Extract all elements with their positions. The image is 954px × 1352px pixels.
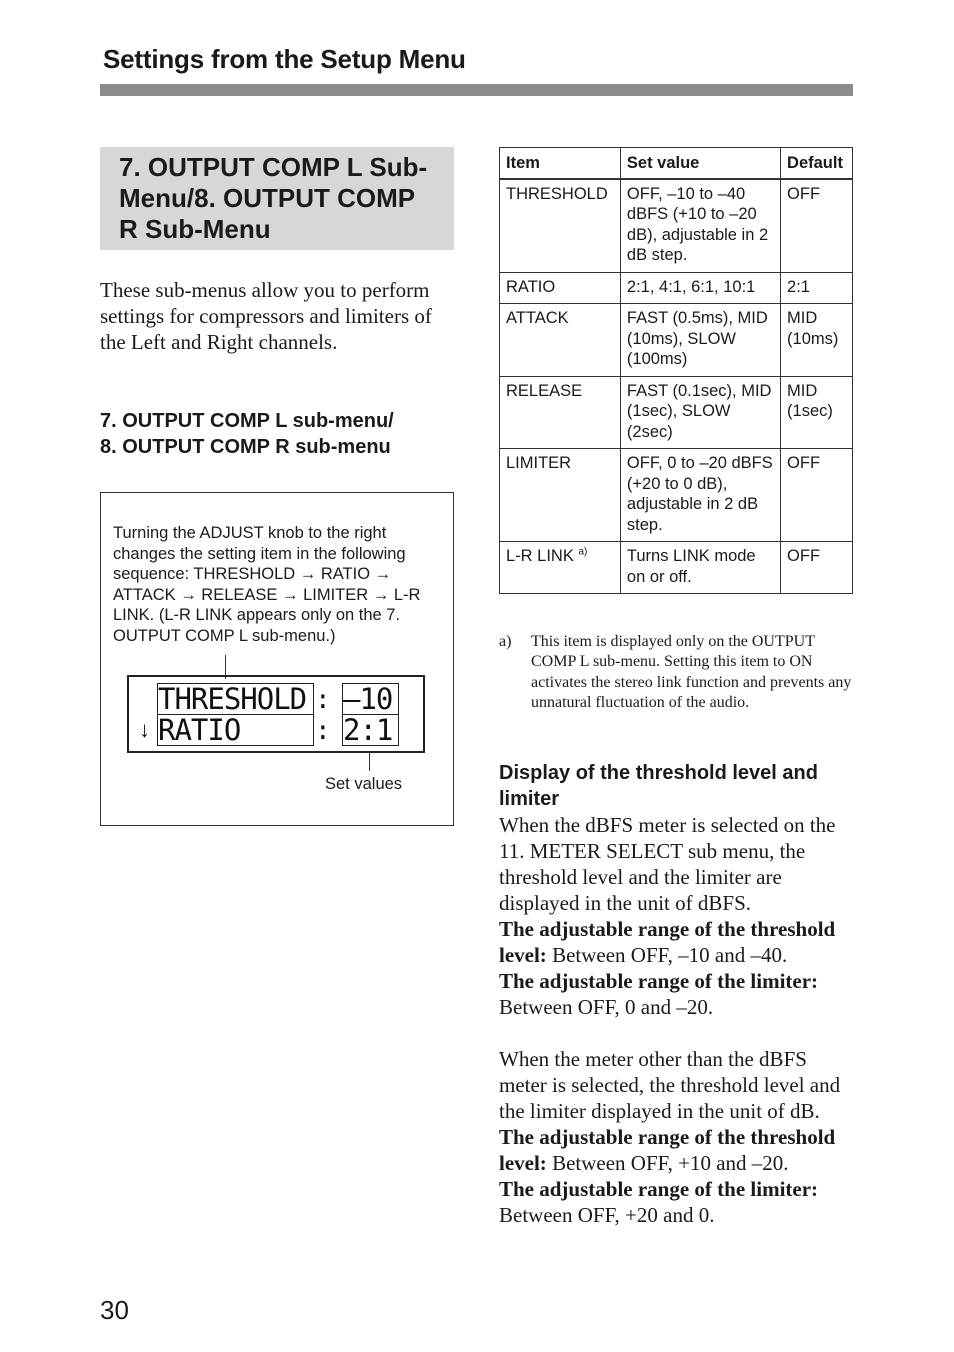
lcd-figure xyxy=(100,492,454,826)
cell-default: MID (10ms) xyxy=(781,304,853,377)
table-row xyxy=(500,272,853,304)
threshold-display-heading: Display of the threshold level and limiter xyxy=(499,762,818,810)
dbfs-limiter-value: Between OFF, 0 and –20. xyxy=(499,995,714,1019)
cell-set-value: FAST (0.1sec), MID (1sec), SLOW (2sec) xyxy=(620,376,780,449)
db-limiter-range xyxy=(499,1176,853,1228)
down-arrow-icon: ↓ xyxy=(139,717,150,742)
column-header-default: Default xyxy=(781,148,853,179)
table-footnote xyxy=(499,632,853,713)
cell-item: RATIO xyxy=(500,272,621,304)
dbfs-paragraph: When the dBFS meter is selected on the 11. METER SELECT sub menu, the threshold level and the limiter are displayed in the unit of dBFS. xyxy=(499,813,836,915)
db-limiter-value: Between OFF, +20 and 0. xyxy=(499,1203,715,1227)
footnote-marker: a) xyxy=(578,546,588,558)
cell-item xyxy=(500,542,621,594)
lcd-row2-colon: : xyxy=(315,716,331,746)
lcd-row1-value: –10 xyxy=(342,683,399,715)
figure-caption: Turning the ADJUST knob to the right changes the setting item in the following sequence: THRESHOLD → RATIO → ATTACK → RELEASE → LIMITER → L-R LINK. (L-R LINK appears only on the 7. OUTPUT COMP L sub-menu.) xyxy=(113,524,421,645)
cell-default: MID (1sec) xyxy=(781,376,853,449)
section-title: 7. OUTPUT COMP L Sub-Menu/8. OUTPUT COMP R Sub-Menu xyxy=(100,147,454,250)
page-number: 30 xyxy=(100,1295,129,1325)
table-header-row xyxy=(500,148,853,179)
cell-item: RELEASE xyxy=(500,376,621,449)
cell-set-value: OFF, 0 to –20 dBFS (+20 to 0 dB), adjustable in 2 dB step. xyxy=(620,449,780,542)
leader-line-value xyxy=(369,751,370,771)
threshold-display-section xyxy=(499,760,853,1228)
lcd-row1-item: THRESHOLD xyxy=(157,683,314,715)
dbfs-threshold-label: The adjustable range of the threshold level: xyxy=(499,917,836,967)
table-row xyxy=(500,376,853,449)
cell-item: LIMITER xyxy=(500,449,621,542)
settings-table xyxy=(499,147,853,594)
lcd-row1-colon: : xyxy=(315,685,331,715)
footnote-label: a) xyxy=(499,633,512,650)
cell-default: 2:1 xyxy=(781,272,853,304)
dbfs-limiter-label: The adjustable range of the limiter: xyxy=(499,969,819,993)
db-threshold-label: The adjustable range of the threshold level: xyxy=(499,1125,836,1175)
db-paragraph: When the meter other than the dBFS meter is selected, the threshold level and the limiter displayed in the unit of dB. xyxy=(499,1047,841,1123)
cell-item-text: L-R LINK xyxy=(506,547,574,565)
footnote-text: This item is displayed only on the OUTPUT COMP L sub-menu. Setting this item to ON activates the stereo link function and prevents any unnatural fluctuation of the audio. xyxy=(531,633,852,711)
dbfs-threshold-value: Between OFF, –10 and –40. xyxy=(546,943,788,967)
cell-set-value: 2:1, 4:1, 6:1, 10:1 xyxy=(620,272,780,304)
sub-heading xyxy=(100,408,454,460)
sub-heading-line-2: 8. OUTPUT COMP R sub-menu xyxy=(100,436,391,458)
column-header-item: Item xyxy=(500,148,621,179)
table-row xyxy=(500,449,853,542)
lcd-row2-item: RATIO xyxy=(157,714,314,746)
db-threshold-range xyxy=(499,1124,853,1176)
set-values-label: Set values xyxy=(325,775,403,793)
db-threshold-value: Between OFF, +10 and –20. xyxy=(546,1151,789,1175)
cell-item: THRESHOLD xyxy=(500,179,621,273)
intro-paragraph: These sub-menus allow you to perform settings for compressors and limiters of the Left and Right channels. xyxy=(100,278,432,354)
running-header: Settings from the Setup Menu xyxy=(103,44,466,74)
cell-default: OFF xyxy=(781,179,853,273)
table-row xyxy=(500,179,853,273)
cell-set-value: OFF, –10 to –40 dBFS (+10 to –20 dB), adjustable in 2 dB step. xyxy=(620,179,780,273)
table-row xyxy=(500,304,853,377)
sub-heading-line-1: 7. OUTPUT COMP L sub-menu/ xyxy=(100,410,394,432)
dbfs-threshold-range xyxy=(499,916,853,968)
paragraph-gap xyxy=(499,1020,853,1046)
cell-default: OFF xyxy=(781,542,853,594)
column-header-set-value: Set value xyxy=(620,148,780,179)
header-rule xyxy=(100,84,853,96)
cell-default: OFF xyxy=(781,449,853,542)
table-row xyxy=(500,542,853,594)
cell-set-value: Turns LINK mode on or off. xyxy=(620,542,780,594)
lcd-display xyxy=(127,675,425,753)
cell-set-value: FAST (0.5ms), MID (10ms), SLOW (100ms) xyxy=(620,304,780,377)
db-limiter-label: The adjustable range of the limiter: xyxy=(499,1177,819,1201)
cell-item: ATTACK xyxy=(500,304,621,377)
lcd-row2-value: 2:1 xyxy=(342,714,399,746)
dbfs-limiter-range xyxy=(499,968,853,1020)
